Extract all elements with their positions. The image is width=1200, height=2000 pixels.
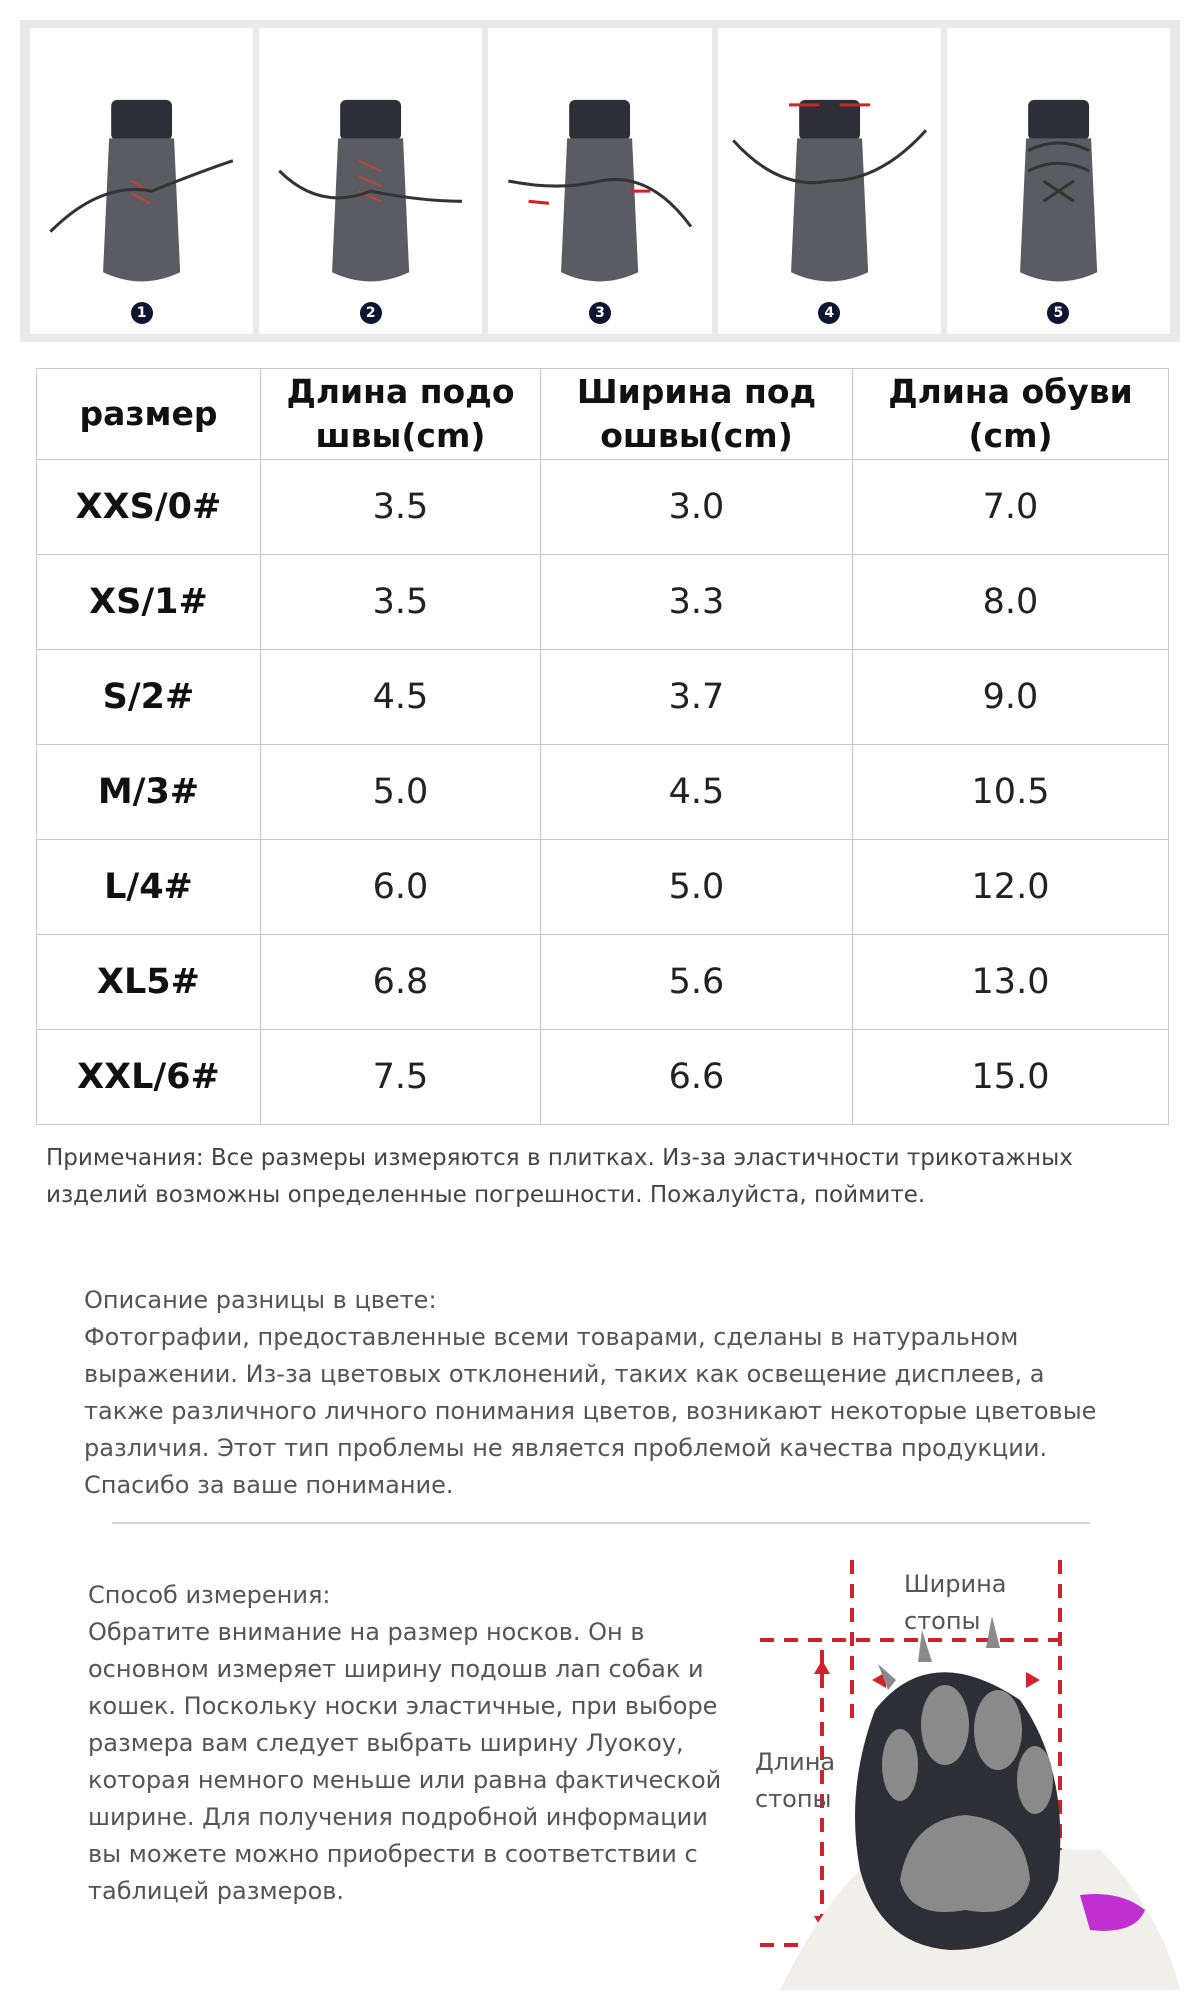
lacing-steps-strip (20, 20, 1180, 342)
shoe-length-cell: 15.0 (853, 1030, 1169, 1125)
sole-length-cell: 3.5 (261, 460, 541, 555)
foot-width-label: Ширина стопы (904, 1570, 1007, 1635)
sole-width-cell: 5.0 (541, 840, 853, 935)
size-cell: M/3# (37, 745, 261, 840)
sole-width-cell: 3.3 (541, 555, 853, 650)
table-row (37, 935, 1169, 1030)
sock-step-3-image (488, 28, 711, 334)
color-difference-body: Фотографии, предоставленные всеми товарами, сделаны в натуральном выражении. Из-за цветовых отклонений, таких как освещение дисплеев, а также различного личного понимания цветов, возникают некоторые цветовые различия. Этот тип проблемы не является проблемой качества продукции. Спасибо за ваше понимание. (84, 1323, 1097, 1499)
sock-step-2-image (259, 28, 482, 334)
shoe-length-cell: 12.0 (853, 840, 1169, 935)
sock-step-5-image (947, 28, 1170, 334)
header-sole-width: Ширина под ошвы(cm) (541, 369, 853, 460)
sole-width-cell: 3.7 (541, 650, 853, 745)
shoe-length-cell: 9.0 (853, 650, 1169, 745)
step-number-badge: 2 (360, 302, 382, 324)
sole-width-cell: 6.6 (541, 1030, 853, 1125)
sole-length-cell: 7.5 (261, 1030, 541, 1125)
header-shoe-length: Длина обуви (cm) (853, 369, 1169, 460)
sole-length-cell: 5.0 (261, 745, 541, 840)
measuring-method-body: Обратите внимание на размер носков. Он в основном измеряет ширину подошв лап собак и кошек. Поскольку носки эластичные, при выборе размера вам следует выбрать ширину Луокоу, которая немного меньше или равна фактической ширине. Для получения подробной информации вы можете можно приобрести в соответствии с таблицей размеров. (88, 1618, 722, 1905)
size-table (36, 368, 1169, 1125)
step-number-badge: 1 (131, 302, 153, 324)
step-4-panel (718, 28, 941, 334)
step-1-panel (30, 28, 253, 334)
step-2-panel (259, 28, 482, 334)
foot-length-label: Длина стопы (755, 1748, 836, 1813)
measuring-method-section (88, 1577, 728, 1910)
table-row (37, 1030, 1169, 1125)
measuring-method-title: Способ измерения: (88, 1581, 331, 1609)
sole-width-cell: 4.5 (541, 745, 853, 840)
table-row (37, 745, 1169, 840)
sole-length-cell: 6.0 (261, 840, 541, 935)
shoe-length-cell: 7.0 (853, 460, 1169, 555)
size-cell: XXS/0# (37, 460, 261, 555)
shoe-length-cell: 13.0 (853, 935, 1169, 1030)
sole-width-cell: 5.6 (541, 935, 853, 1030)
table-row (37, 840, 1169, 935)
header-size: размер (37, 369, 261, 460)
step-number-badge: 4 (818, 302, 840, 324)
sock-step-4-image (718, 28, 941, 334)
color-difference-title: Описание разницы в цвете: (84, 1286, 437, 1314)
step-5-panel (947, 28, 1170, 334)
table-row (37, 460, 1169, 555)
shoe-length-cell: 10.5 (853, 745, 1169, 840)
step-number-badge: 3 (589, 302, 611, 324)
table-row (37, 650, 1169, 745)
sole-length-cell: 3.5 (261, 555, 541, 650)
section-divider (112, 1522, 1090, 1524)
size-cell: XXL/6# (37, 1030, 261, 1125)
table-row (37, 555, 1169, 650)
sock-step-1-image (30, 28, 253, 334)
size-cell: XL5# (37, 935, 261, 1030)
sole-length-cell: 6.8 (261, 935, 541, 1030)
header-sole-length: Длина подо швы(cm) (261, 369, 541, 460)
size-cell: L/4# (37, 840, 261, 935)
color-difference-section (84, 1282, 1104, 1504)
shoe-length-cell: 8.0 (853, 555, 1169, 650)
sole-length-cell: 4.5 (261, 650, 541, 745)
size-cell: XS/1# (37, 555, 261, 650)
step-number-badge: 5 (1047, 302, 1069, 324)
size-cell: S/2# (37, 650, 261, 745)
step-3-panel (488, 28, 711, 334)
table-header-row (37, 369, 1169, 460)
sole-width-cell: 3.0 (541, 460, 853, 555)
measurement-note: Примечания: Все размеры измеряются в плитках. Из-за эластичности трикотажных изделий возможны определенные погрешности. Пожалуйста, поймите. (46, 1145, 1073, 1208)
